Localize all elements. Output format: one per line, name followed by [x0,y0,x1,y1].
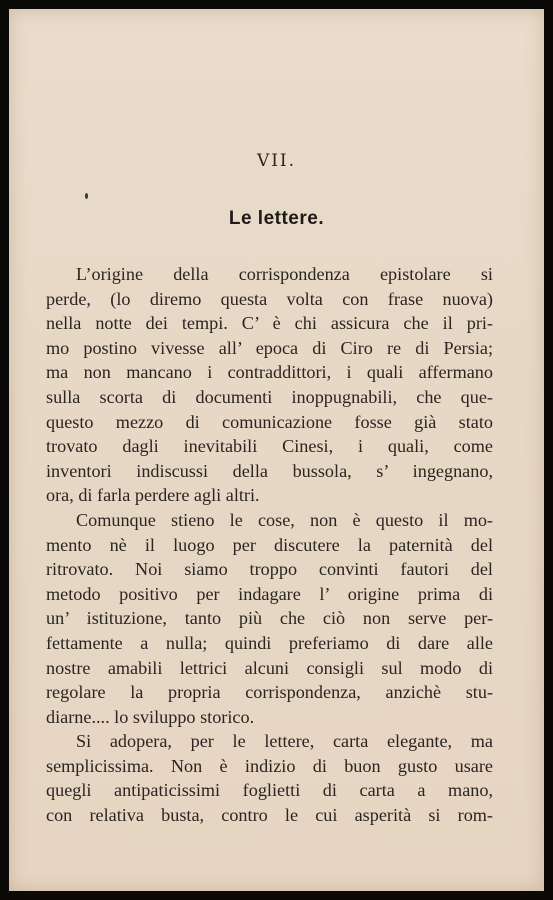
body-text [46,262,493,828]
text-line: nostre amabili lettrici alcuni consigli sul modo di [46,657,493,678]
text-line: trovato dagli inevitabili Cinesi, i quali, come [46,436,493,457]
book-page [9,9,544,891]
text-line: mo postino vivesse all’ epoca di Ciro re di Persia; [46,337,493,358]
text-line: diarne.... lo sviluppo storico. [46,706,255,727]
text-line: ritrovato. Noi siamo troppo convinti fautori del [46,559,493,580]
text-line: con relativa busta, contro le cui asperità si rom- [46,805,493,826]
text-line: L’origine della corrispondenza epistolare si [76,264,493,284]
chapter-number: VII. [256,151,297,171]
text-line: ora, di farla perdere agli altri. [46,485,260,506]
text-line: Si adopera, per le lettere, carta elegante, ma [76,731,493,752]
text-line: ma non mancano i contraddittori, i quali affermano [46,362,493,383]
chapter-title: Le lettere. [228,208,325,229]
text-line: mento nè il luogo per discutere la paternità del [46,534,493,555]
text-line: metodo positivo per indagare l’ origine prima di [46,583,493,604]
text-line: un’ istituzione, tanto più che ciò non serve per- [46,608,493,629]
text-line: regolare la propria corrispondenza, anzichè stu- [46,682,493,703]
text-line: semplicissima. Non è indizio di buon gusto usare [46,755,493,776]
text-line: nella notte dei tempi. C’ è chi assicura che il pri- [46,313,493,334]
text-line: sulla scorta di documenti inoppugnabili, che que- [46,386,493,407]
text-line: inventori indiscussi della bussola, s’ ingegnano, [46,460,493,481]
text-line: quegli antipaticissimi foglietti di carta a mano, [46,780,493,801]
text-line: fettamente a nulla; quindi preferiamo di dare alle [46,632,493,653]
text-line: Comunque stieno le cose, non è questo il mo- [76,509,493,530]
ink-speck [85,193,88,199]
text-line: questo mezzo di comunicazione fosse già stato [46,411,493,432]
text-line: perde, (lo diremo questa volta con frase nuova) [46,288,493,309]
